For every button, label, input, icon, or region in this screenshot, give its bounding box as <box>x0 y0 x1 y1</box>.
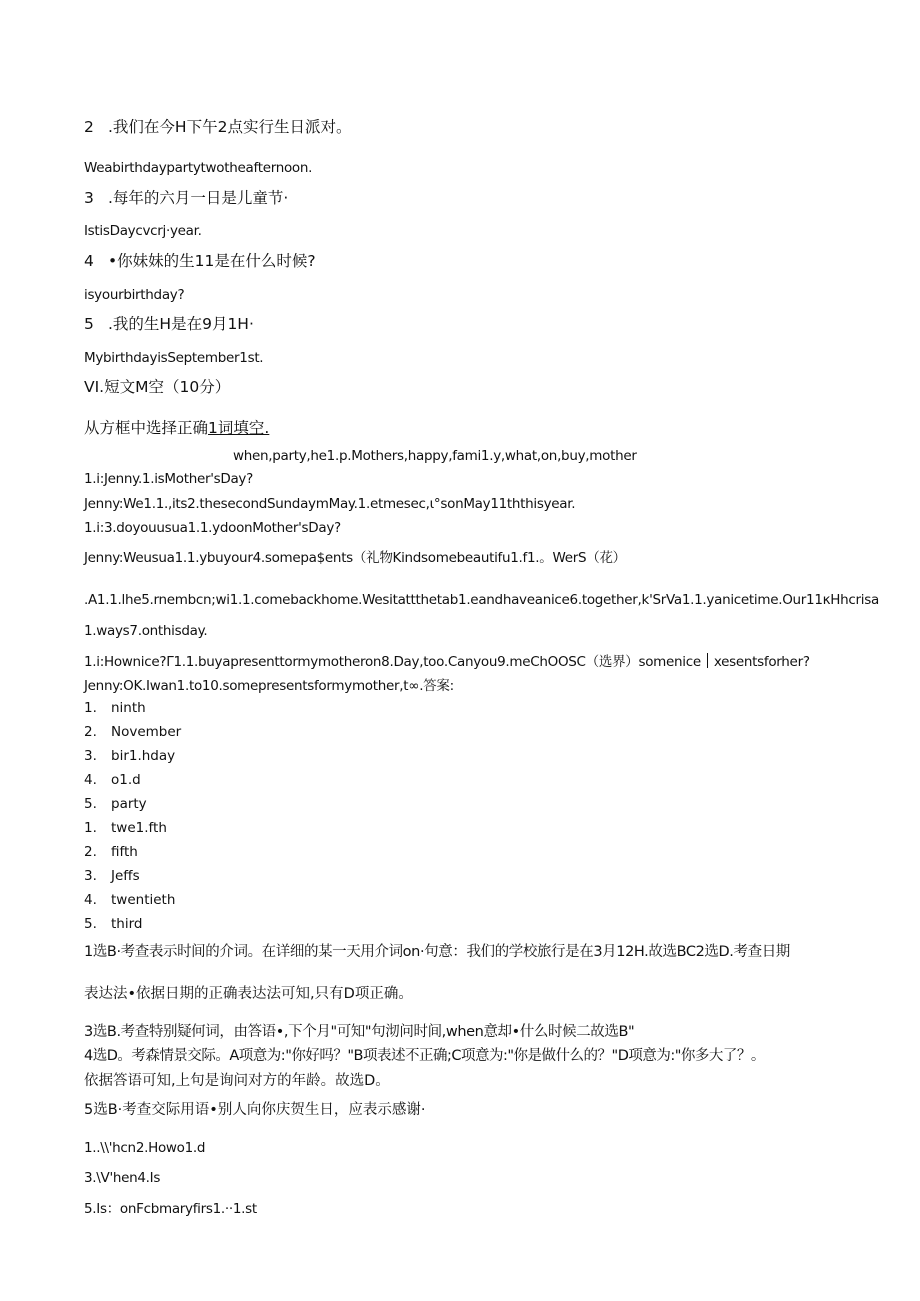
answer-a-4-text: o1.d <box>111 772 141 788</box>
dialogue-line-5: .A1.1.lhe5.rnembcn;wi1.1.comebackhome.Wesitattthetab1.eandhaveanice6.together,k'SrVa1.1.yanicetime.Our11κHhcrisa <box>84 592 879 608</box>
explanation-1b: 表达法•依据日期的正确表达法可知,只有D项正确。 <box>84 986 413 1002</box>
answer-b-1-text: twe1.fth <box>111 820 167 836</box>
answer-b-2 <box>84 844 138 860</box>
answer-a-4-number: 4. <box>84 772 97 788</box>
answer-a-5 <box>84 796 147 812</box>
question-5-number: 5 <box>84 315 94 333</box>
question-5 <box>84 315 254 334</box>
dialogue-line-6: 1.ways7.onthisday. <box>84 623 208 639</box>
answer-b-2-text: fifth <box>111 844 138 860</box>
question-4-answer: isyourbirthday? <box>84 287 185 303</box>
question-4-text: •你妹妹的生11是在什么时候? <box>108 252 316 270</box>
answer-a-4 <box>84 772 141 788</box>
answer-b-3 <box>84 868 140 884</box>
question-3-text: .每年的六月一日是儿童节· <box>108 189 289 207</box>
instruction-text: 从方框中选择正确 <box>84 419 209 437</box>
final-answer-line-1: 1..\\'hcn2.Howo1.d <box>84 1140 206 1156</box>
answer-a-1-number: 1. <box>84 700 97 716</box>
question-2-number: 2 <box>84 118 94 136</box>
answer-b-4 <box>84 892 175 908</box>
answer-a-1 <box>84 700 146 716</box>
word-box: when,party,he1.p.Mothers,happy,fami1.y,what,on,buy,mother <box>233 448 637 464</box>
answer-a-5-text: party <box>111 796 147 812</box>
question-5-text: .我的生H是在9月1H· <box>108 315 254 333</box>
dialogue-line-1: 1.i:Jenny.1.isMother'sDay? <box>84 471 253 487</box>
question-3-number: 3 <box>84 189 94 207</box>
answer-b-1 <box>84 820 167 836</box>
question-2-answer: Weabirthdaypartytwotheafternoon. <box>84 160 313 176</box>
answer-b-5-text: third <box>111 916 143 932</box>
explanation-4b: 依据答语可知,上句是询问对方的年龄。故选D。 <box>84 1073 390 1089</box>
answer-b-3-text: Jeffs <box>111 868 140 884</box>
dialogue-line-7-part-a: 1.i:Hownice?Γ1.1.buyapresenttormymotheron8.Day,too.Canyou9.meChOOSC（选界）somenice <box>84 654 701 670</box>
dialogue-line-2: Jenny:We1.1.,its2.thesecondSundaymMay.1.etmesec,ι°sonMay11ththisyear. <box>84 496 576 512</box>
question-5-answer: MybirthdayisSeptember1st. <box>84 350 264 366</box>
explanation-1a: 1选B·考查表示时间的介词。在详细的某一天用介词on·句意：我们的学校旅行是在3月12H.故选BC2选D.考查日期 <box>84 944 790 960</box>
answer-a-3 <box>84 748 175 764</box>
dialogue-line-4: Jenny:Weusua1.1.ybuyour4.somepa$ents（礼物Kindsomebeautifu1.f1.。WerS（花） <box>84 550 626 566</box>
answer-a-2-number: 2. <box>84 724 97 740</box>
vertical-bar <box>707 653 708 668</box>
explanation-5: 5选B·考查交际用语•别人向你庆贺生日，应表示感谢· <box>84 1102 426 1118</box>
dialogue-line-8: Jenny:OK.Iwan1.to10.somepresentsformymother,t∞.答案: <box>84 678 454 694</box>
answer-b-4-number: 4. <box>84 892 97 908</box>
answer-b-2-number: 2. <box>84 844 97 860</box>
instruction-underlined-text: 1词填空. <box>208 419 270 437</box>
dialogue-line-3: 1.i:3.doyouusua1.1.ydoonMother'sDay? <box>84 520 341 536</box>
answer-b-4-text: twentieth <box>111 892 176 908</box>
answer-a-2-text: November <box>111 724 182 740</box>
section-title: VI.短文M空（10分） <box>84 378 231 396</box>
section-instruction <box>84 419 269 438</box>
explanation-3: 3选B.考查特别疑何词，由答语•,下个月"可知"句沏问时间,when意却•什么时候二故选B" <box>84 1024 635 1040</box>
answer-b-3-number: 3. <box>84 868 97 884</box>
question-4 <box>84 252 316 271</box>
dialogue-line-7 <box>84 653 810 670</box>
answer-a-3-number: 3. <box>84 748 97 764</box>
question-3-answer: IstisDaycvcrj·year. <box>84 223 202 239</box>
answer-a-5-number: 5. <box>84 796 97 812</box>
question-2-text: .我们在今H下午2点实行生日派对。 <box>108 118 352 136</box>
answer-b-5-number: 5. <box>84 916 97 932</box>
question-4-number: 4 <box>84 252 94 270</box>
explanation-4a: 4选D。考森情景交际。A项意为:"你好吗？"B项表述不正确;C项意为:"你是做什么的？"D项意为:"你多大了？。 <box>84 1048 765 1064</box>
answer-b-5 <box>84 916 142 932</box>
final-answer-line-2: 3.\V'hen4.Is <box>84 1170 161 1186</box>
final-answer-line-3: 5.Is：onFcbmaryfirs1.··1.st <box>84 1201 257 1217</box>
answer-a-3-text: bir1.hday <box>111 748 176 764</box>
question-2 <box>84 118 351 137</box>
answer-a-2 <box>84 724 181 740</box>
answer-a-1-text: ninth <box>111 700 146 716</box>
answer-b-1-number: 1. <box>84 820 97 836</box>
dialogue-line-7-part-b: xesentsforher? <box>713 654 810 670</box>
question-3 <box>84 189 288 208</box>
